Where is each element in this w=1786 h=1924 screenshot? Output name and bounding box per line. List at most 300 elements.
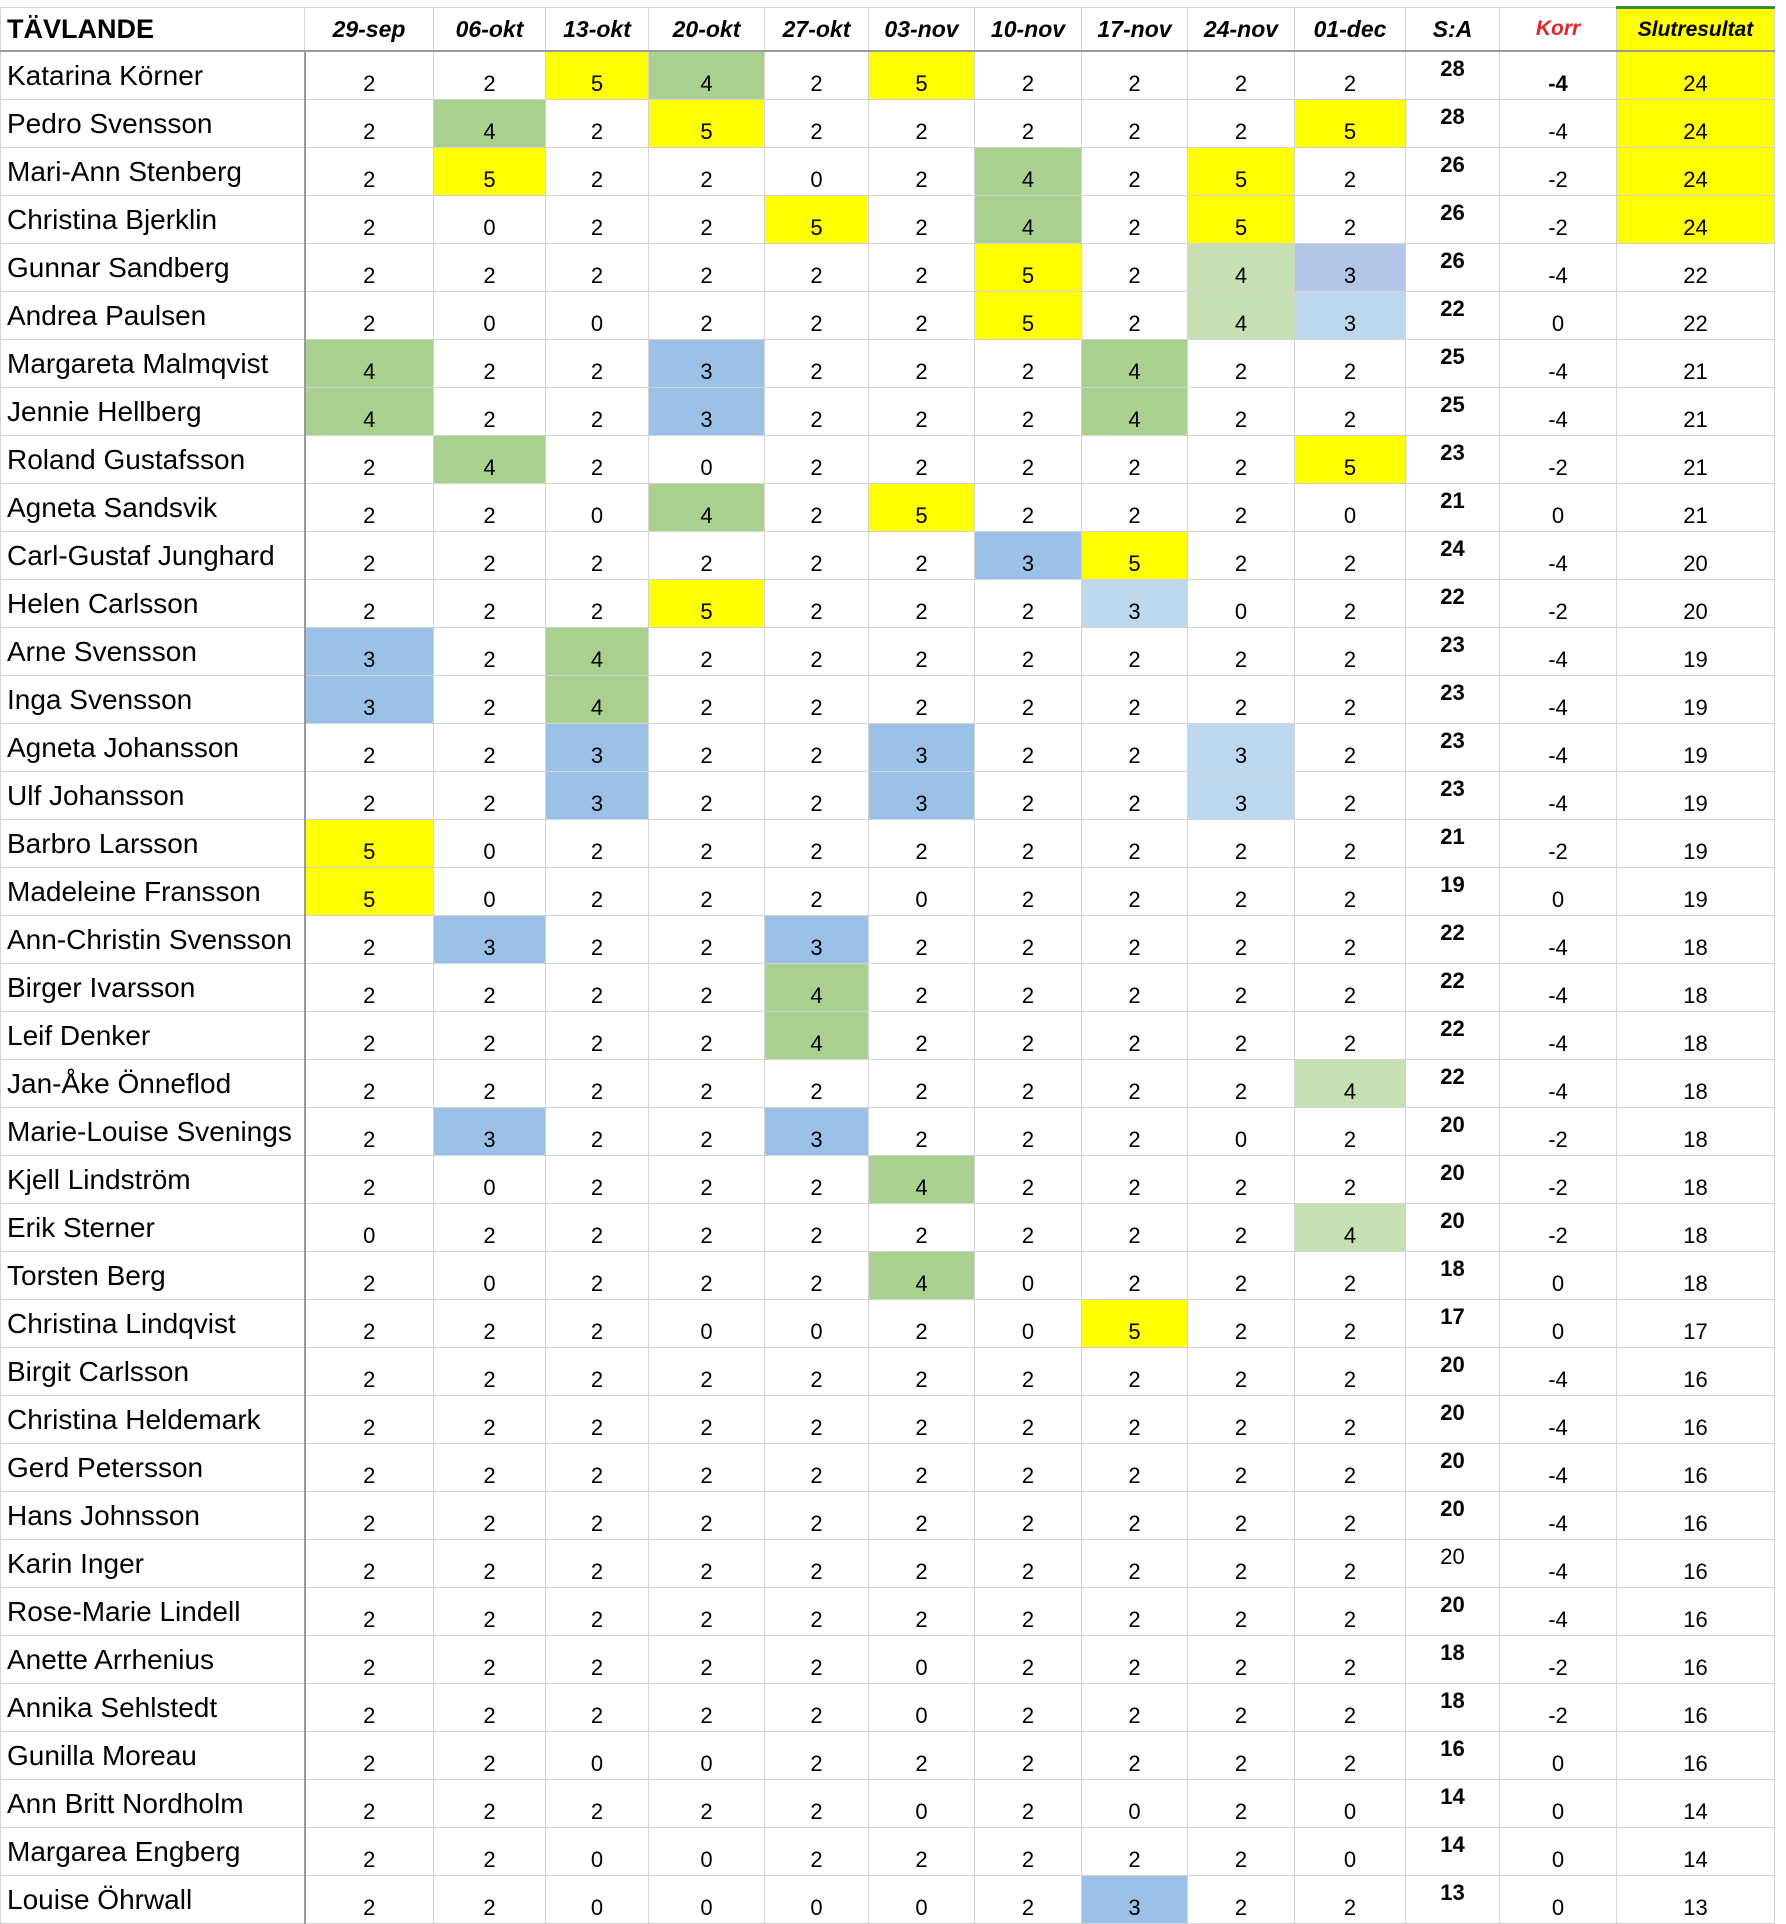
sum-cell[interactable]: 18 [1406,1636,1500,1684]
score-cell[interactable]: 2 [1295,916,1406,964]
score-cell[interactable]: 2 [546,1348,649,1396]
score-cell[interactable]: 2 [765,1492,869,1540]
score-cell[interactable]: 2 [546,1444,649,1492]
correction-cell[interactable]: 0 [1500,1828,1617,1876]
score-cell[interactable]: 2 [434,484,546,532]
correction-cell[interactable]: -2 [1500,1108,1617,1156]
header-date[interactable]: 20-okt [649,8,765,52]
final-result-cell[interactable]: 16 [1617,1732,1775,1780]
score-cell[interactable]: 2 [546,580,649,628]
score-cell[interactable]: 2 [765,51,869,100]
score-cell[interactable]: 3 [1082,580,1188,628]
score-cell[interactable]: 2 [1188,1876,1295,1924]
score-cell[interactable]: 2 [869,1828,975,1876]
score-cell[interactable]: 2 [765,1588,869,1636]
contestant-name-cell[interactable]: Karin Inger [1,1540,305,1588]
correction-cell[interactable]: -4 [1500,532,1617,580]
correction-cell[interactable]: -4 [1500,1588,1617,1636]
score-cell[interactable]: 2 [1295,772,1406,820]
score-cell[interactable]: 2 [1188,1780,1295,1828]
score-cell[interactable]: 2 [869,1348,975,1396]
score-cell[interactable]: 0 [434,196,546,244]
score-cell[interactable]: 2 [434,1012,546,1060]
final-result-cell[interactable]: 16 [1617,1684,1775,1732]
score-cell[interactable]: 2 [434,340,546,388]
score-cell[interactable]: 2 [305,1540,434,1588]
score-cell[interactable]: 2 [765,1684,869,1732]
contestant-name-cell[interactable]: Barbro Larsson [1,820,305,868]
contestant-name-cell[interactable]: Jan-Åke Önneflod [1,1060,305,1108]
score-cell[interactable]: 2 [305,1828,434,1876]
score-cell[interactable]: 2 [1082,820,1188,868]
score-cell[interactable]: 2 [434,1876,546,1924]
score-cell[interactable]: 2 [1082,1540,1188,1588]
score-cell[interactable]: 2 [869,916,975,964]
score-cell[interactable]: 2 [1188,1540,1295,1588]
score-cell[interactable]: 2 [1188,820,1295,868]
correction-cell[interactable]: -4 [1500,100,1617,148]
score-cell[interactable]: 4 [869,1156,975,1204]
score-cell[interactable]: 2 [434,1780,546,1828]
score-cell[interactable]: 2 [305,1060,434,1108]
contestant-name-cell[interactable]: Birgit Carlsson [1,1348,305,1396]
score-cell[interactable]: 2 [975,1636,1082,1684]
correction-cell[interactable]: -4 [1500,772,1617,820]
score-cell[interactable]: 2 [765,436,869,484]
correction-cell[interactable]: 0 [1500,484,1617,532]
contestant-name-cell[interactable]: Gunnar Sandberg [1,244,305,292]
score-cell[interactable]: 2 [305,1492,434,1540]
score-cell[interactable]: 3 [305,628,434,676]
score-cell[interactable]: 2 [649,1540,765,1588]
score-cell[interactable]: 2 [1295,1636,1406,1684]
score-cell[interactable]: 2 [305,436,434,484]
final-result-cell[interactable]: 18 [1617,1060,1775,1108]
sum-cell[interactable]: 23 [1406,628,1500,676]
sum-cell[interactable]: 24 [1406,532,1500,580]
score-cell[interactable]: 2 [765,1444,869,1492]
score-cell[interactable]: 2 [1295,868,1406,916]
score-cell[interactable]: 2 [1188,1060,1295,1108]
score-cell[interactable]: 2 [869,1300,975,1348]
score-cell[interactable]: 5 [305,820,434,868]
score-cell[interactable]: 0 [546,1732,649,1780]
contestant-name-cell[interactable]: Carl-Gustaf Junghard [1,532,305,580]
final-result-cell[interactable]: 19 [1617,868,1775,916]
score-cell[interactable]: 2 [1188,1012,1295,1060]
score-cell[interactable]: 2 [765,340,869,388]
sum-cell[interactable]: 20 [1406,1588,1500,1636]
score-cell[interactable]: 3 [975,532,1082,580]
final-result-cell[interactable]: 20 [1617,580,1775,628]
score-cell[interactable]: 2 [1188,51,1295,100]
final-result-cell[interactable]: 24 [1617,51,1775,100]
score-cell[interactable]: 3 [546,724,649,772]
score-cell[interactable]: 2 [869,1108,975,1156]
correction-cell[interactable]: -2 [1500,1636,1617,1684]
score-cell[interactable]: 2 [1188,1588,1295,1636]
final-result-cell[interactable]: 17 [1617,1300,1775,1348]
score-cell[interactable]: 3 [649,340,765,388]
score-cell[interactable]: 2 [305,1732,434,1780]
score-cell[interactable]: 2 [434,628,546,676]
final-result-cell[interactable]: 18 [1617,1012,1775,1060]
score-cell[interactable]: 2 [1295,1252,1406,1300]
score-cell[interactable]: 2 [765,388,869,436]
score-cell[interactable]: 2 [1188,1396,1295,1444]
score-cell[interactable]: 0 [434,1252,546,1300]
score-cell[interactable]: 2 [1188,916,1295,964]
final-result-cell[interactable]: 18 [1617,916,1775,964]
score-cell[interactable]: 0 [869,1780,975,1828]
score-cell[interactable]: 2 [649,772,765,820]
score-cell[interactable]: 5 [434,148,546,196]
score-cell[interactable]: 2 [434,964,546,1012]
score-cell[interactable]: 2 [1295,340,1406,388]
score-cell[interactable]: 2 [1295,724,1406,772]
correction-cell[interactable]: -2 [1500,820,1617,868]
score-cell[interactable]: 2 [305,1636,434,1684]
score-cell[interactable]: 0 [1082,1780,1188,1828]
score-cell[interactable]: 2 [546,1252,649,1300]
correction-cell[interactable]: -2 [1500,196,1617,244]
contestant-name-cell[interactable]: Annika Sehlstedt [1,1684,305,1732]
contestant-name-cell[interactable]: Leif Denker [1,1012,305,1060]
sum-cell[interactable]: 21 [1406,484,1500,532]
correction-cell[interactable]: 0 [1500,868,1617,916]
correction-cell[interactable]: -4 [1500,1348,1617,1396]
final-result-cell[interactable]: 18 [1617,1252,1775,1300]
score-cell[interactable]: 2 [305,1252,434,1300]
score-cell[interactable]: 2 [546,532,649,580]
contestant-name-cell[interactable]: Agneta Johansson [1,724,305,772]
score-cell[interactable]: 2 [434,772,546,820]
score-cell[interactable]: 2 [546,1492,649,1540]
score-cell[interactable]: 2 [1188,1204,1295,1252]
score-cell[interactable]: 2 [1295,1108,1406,1156]
correction-cell[interactable]: -2 [1500,1684,1617,1732]
correction-cell[interactable]: 0 [1500,1732,1617,1780]
sum-cell[interactable]: 23 [1406,436,1500,484]
score-cell[interactable]: 2 [765,820,869,868]
contestant-name-cell[interactable]: Mari-Ann Stenberg [1,148,305,196]
score-cell[interactable]: 2 [649,1636,765,1684]
score-cell[interactable]: 2 [649,196,765,244]
score-cell[interactable]: 4 [1188,292,1295,340]
score-cell[interactable]: 5 [869,484,975,532]
contestant-name-cell[interactable]: Roland Gustafsson [1,436,305,484]
score-cell[interactable]: 4 [765,964,869,1012]
score-cell[interactable]: 2 [1082,1636,1188,1684]
score-cell[interactable]: 2 [1295,148,1406,196]
final-result-cell[interactable]: 19 [1617,676,1775,724]
score-cell[interactable]: 2 [1082,772,1188,820]
score-cell[interactable]: 2 [1188,1684,1295,1732]
score-cell[interactable]: 2 [1295,964,1406,1012]
score-cell[interactable]: 2 [975,676,1082,724]
score-cell[interactable]: 5 [975,244,1082,292]
score-cell[interactable]: 2 [434,1636,546,1684]
score-cell[interactable]: 2 [1188,1636,1295,1684]
score-cell[interactable]: 2 [975,340,1082,388]
score-cell[interactable]: 2 [1082,51,1188,100]
score-cell[interactable]: 0 [765,148,869,196]
score-cell[interactable]: 2 [546,1540,649,1588]
score-cell[interactable]: 2 [546,340,649,388]
final-result-cell[interactable]: 16 [1617,1444,1775,1492]
score-cell[interactable]: 2 [1295,388,1406,436]
score-cell[interactable]: 2 [869,628,975,676]
score-cell[interactable]: 2 [765,676,869,724]
final-result-cell[interactable]: 19 [1617,772,1775,820]
score-cell[interactable]: 2 [546,1396,649,1444]
correction-cell[interactable]: -4 [1500,964,1617,1012]
score-cell[interactable]: 2 [1188,1444,1295,1492]
score-cell[interactable]: 2 [1188,1300,1295,1348]
score-cell[interactable]: 2 [1082,1396,1188,1444]
score-cell[interactable]: 2 [765,1204,869,1252]
correction-cell[interactable]: -4 [1500,1012,1617,1060]
sum-cell[interactable]: 20 [1406,1492,1500,1540]
score-cell[interactable]: 3 [305,676,434,724]
score-cell[interactable]: 2 [765,724,869,772]
score-cell[interactable]: 2 [649,964,765,1012]
score-cell[interactable]: 2 [1295,1492,1406,1540]
score-cell[interactable]: 2 [765,868,869,916]
final-result-cell[interactable]: 16 [1617,1348,1775,1396]
score-cell[interactable]: 2 [869,388,975,436]
score-cell[interactable]: 2 [1082,676,1188,724]
score-cell[interactable]: 2 [434,1540,546,1588]
score-cell[interactable]: 2 [1188,100,1295,148]
score-cell[interactable]: 2 [869,340,975,388]
score-cell[interactable]: 4 [1082,388,1188,436]
score-cell[interactable]: 4 [765,1012,869,1060]
score-cell[interactable]: 0 [869,1876,975,1924]
score-cell[interactable]: 0 [1188,1108,1295,1156]
score-cell[interactable]: 2 [546,1204,649,1252]
contestant-name-cell[interactable]: Andrea Paulsen [1,292,305,340]
score-cell[interactable]: 2 [546,1684,649,1732]
score-cell[interactable]: 2 [1295,1396,1406,1444]
score-cell[interactable]: 2 [649,868,765,916]
score-cell[interactable]: 0 [434,868,546,916]
header-date[interactable]: 13-okt [546,8,649,52]
score-cell[interactable]: 4 [434,436,546,484]
score-cell[interactable]: 4 [975,196,1082,244]
contestant-name-cell[interactable]: Helen Carlsson [1,580,305,628]
score-cell[interactable]: 4 [1082,340,1188,388]
correction-cell[interactable]: -4 [1500,724,1617,772]
score-cell[interactable]: 2 [649,1060,765,1108]
correction-cell[interactable]: -4 [1500,628,1617,676]
sum-cell[interactable]: 25 [1406,388,1500,436]
score-cell[interactable]: 2 [649,1108,765,1156]
score-cell[interactable]: 0 [1188,580,1295,628]
final-result-cell[interactable]: 18 [1617,1204,1775,1252]
sum-cell[interactable]: 19 [1406,868,1500,916]
final-result-cell[interactable]: 13 [1617,1876,1775,1924]
score-cell[interactable]: 2 [765,100,869,148]
score-cell[interactable]: 0 [1295,1828,1406,1876]
correction-cell[interactable]: 0 [1500,1876,1617,1924]
score-cell[interactable]: 2 [869,1204,975,1252]
score-cell[interactable]: 3 [869,772,975,820]
final-result-cell[interactable]: 19 [1617,628,1775,676]
score-cell[interactable]: 5 [1188,196,1295,244]
score-cell[interactable]: 2 [434,1444,546,1492]
correction-cell[interactable]: -2 [1500,436,1617,484]
score-cell[interactable]: 2 [975,1876,1082,1924]
score-cell[interactable]: 2 [869,196,975,244]
score-cell[interactable]: 2 [1082,1444,1188,1492]
score-cell[interactable]: 2 [1082,1108,1188,1156]
score-cell[interactable]: 2 [434,244,546,292]
score-cell[interactable]: 2 [434,51,546,100]
header-final-result[interactable]: Slutresultat [1617,8,1775,52]
score-cell[interactable]: 2 [1188,388,1295,436]
sum-cell[interactable]: 18 [1406,1252,1500,1300]
score-cell[interactable]: 2 [649,1396,765,1444]
score-cell[interactable]: 2 [434,1396,546,1444]
correction-cell[interactable]: -4 [1500,1540,1617,1588]
score-cell[interactable]: 2 [649,148,765,196]
score-cell[interactable]: 2 [649,1348,765,1396]
sum-cell[interactable]: 14 [1406,1828,1500,1876]
score-cell[interactable]: 2 [649,628,765,676]
score-cell[interactable]: 0 [765,1300,869,1348]
score-cell[interactable]: 2 [975,1684,1082,1732]
final-result-cell[interactable]: 21 [1617,484,1775,532]
sum-cell[interactable]: 22 [1406,964,1500,1012]
correction-cell[interactable]: -2 [1500,580,1617,628]
score-cell[interactable]: 2 [1082,484,1188,532]
correction-cell[interactable]: -4 [1500,244,1617,292]
score-cell[interactable]: 2 [434,1588,546,1636]
score-cell[interactable]: 3 [765,1108,869,1156]
score-cell[interactable]: 2 [434,1492,546,1540]
score-cell[interactable]: 2 [765,1348,869,1396]
score-cell[interactable]: 4 [434,100,546,148]
header-date[interactable]: 29-sep [305,8,434,52]
score-cell[interactable]: 2 [975,772,1082,820]
score-cell[interactable]: 2 [869,1540,975,1588]
score-cell[interactable]: 0 [305,1204,434,1252]
correction-cell[interactable]: -4 [1500,51,1617,100]
score-cell[interactable]: 2 [1188,628,1295,676]
final-result-cell[interactable]: 19 [1617,820,1775,868]
score-cell[interactable]: 0 [975,1300,1082,1348]
score-cell[interactable]: 2 [869,1444,975,1492]
score-cell[interactable]: 3 [1295,292,1406,340]
score-cell[interactable]: 2 [975,51,1082,100]
score-cell[interactable]: 5 [869,51,975,100]
sum-cell[interactable]: 26 [1406,196,1500,244]
score-cell[interactable]: 2 [1082,1252,1188,1300]
score-cell[interactable]: 2 [869,292,975,340]
score-cell[interactable]: 2 [1082,1732,1188,1780]
score-cell[interactable]: 2 [1082,1492,1188,1540]
score-cell[interactable]: 0 [869,1684,975,1732]
final-result-cell[interactable]: 19 [1617,724,1775,772]
score-cell[interactable]: 2 [869,820,975,868]
score-cell[interactable]: 2 [869,532,975,580]
score-cell[interactable]: 3 [765,916,869,964]
score-cell[interactable]: 2 [434,1348,546,1396]
score-cell[interactable]: 3 [1295,244,1406,292]
score-cell[interactable]: 2 [975,1156,1082,1204]
score-cell[interactable]: 2 [869,1396,975,1444]
score-cell[interactable]: 2 [1295,580,1406,628]
sum-cell[interactable]: 17 [1406,1300,1500,1348]
sum-cell[interactable]: 23 [1406,772,1500,820]
score-cell[interactable]: 2 [1188,1156,1295,1204]
score-cell[interactable]: 5 [1295,100,1406,148]
score-cell[interactable]: 2 [649,1156,765,1204]
sum-cell[interactable]: 20 [1406,1204,1500,1252]
score-cell[interactable]: 3 [546,772,649,820]
score-cell[interactable]: 2 [1295,1348,1406,1396]
contestant-name-cell[interactable]: Louise Öhrwall [1,1876,305,1924]
score-cell[interactable]: 0 [975,1252,1082,1300]
score-cell[interactable]: 2 [305,1684,434,1732]
score-cell[interactable]: 2 [1082,196,1188,244]
correction-cell[interactable]: 0 [1500,1252,1617,1300]
score-cell[interactable]: 2 [765,580,869,628]
score-cell[interactable]: 2 [305,484,434,532]
score-cell[interactable]: 5 [765,196,869,244]
score-cell[interactable]: 2 [869,1492,975,1540]
score-cell[interactable]: 2 [975,436,1082,484]
score-cell[interactable]: 4 [1295,1204,1406,1252]
score-cell[interactable]: 3 [1188,724,1295,772]
score-cell[interactable]: 2 [975,1348,1082,1396]
contestant-name-cell[interactable]: Christina Lindqvist [1,1300,305,1348]
correction-cell[interactable]: -4 [1500,1444,1617,1492]
score-cell[interactable]: 2 [546,388,649,436]
sum-cell[interactable]: 26 [1406,244,1500,292]
score-cell[interactable]: 4 [1188,244,1295,292]
sum-cell[interactable]: 16 [1406,1732,1500,1780]
score-cell[interactable]: 2 [305,1156,434,1204]
score-cell[interactable]: 2 [649,1444,765,1492]
correction-cell[interactable]: -4 [1500,1060,1617,1108]
sum-cell[interactable]: 22 [1406,916,1500,964]
score-cell[interactable]: 0 [546,484,649,532]
sum-cell[interactable]: 22 [1406,1012,1500,1060]
contestant-name-cell[interactable]: Inga Svensson [1,676,305,724]
contestant-name-cell[interactable]: Gunilla Moreau [1,1732,305,1780]
score-cell[interactable]: 2 [1188,1732,1295,1780]
correction-cell[interactable]: -4 [1500,1492,1617,1540]
sum-cell[interactable]: 28 [1406,100,1500,148]
score-cell[interactable]: 2 [1295,1540,1406,1588]
score-cell[interactable]: 2 [434,1732,546,1780]
score-cell[interactable]: 4 [649,484,765,532]
correction-cell[interactable]: -4 [1500,388,1617,436]
score-cell[interactable]: 2 [305,196,434,244]
score-cell[interactable]: 2 [305,916,434,964]
score-cell[interactable]: 2 [1295,1732,1406,1780]
score-cell[interactable]: 2 [975,1828,1082,1876]
score-cell[interactable]: 2 [649,1780,765,1828]
score-cell[interactable]: 2 [1082,1156,1188,1204]
sum-cell[interactable]: 26 [1406,148,1500,196]
score-cell[interactable]: 2 [1295,628,1406,676]
score-cell[interactable]: 2 [305,772,434,820]
score-cell[interactable]: 2 [1295,676,1406,724]
sum-cell[interactable]: 22 [1406,292,1500,340]
